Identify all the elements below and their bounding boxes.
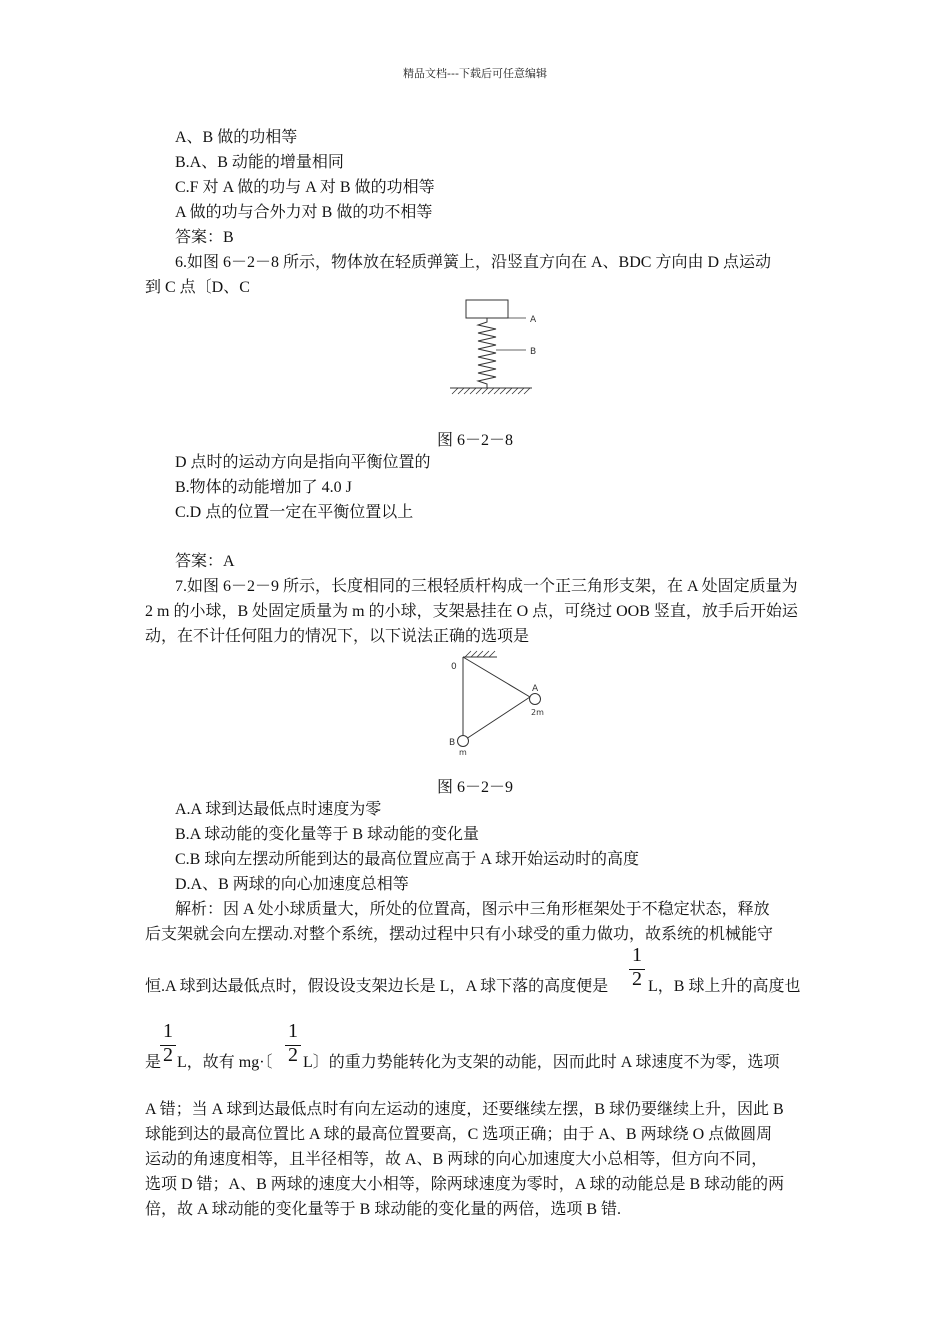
q5-option-b: B.A、B 动能的增量相同 <box>175 154 344 171</box>
figure-caption-6-2-9: 图 6－2－9 <box>436 779 513 796</box>
fraction-numerator: 1 <box>632 944 642 966</box>
ceiling-hatch <box>465 651 495 657</box>
spring-figure <box>440 296 550 398</box>
analysis-line-5: A 错；当 A 球到达最低点时有向左运动的速度，还要继续左摆，B 球仍要继续上升，因此 B <box>145 1101 784 1118</box>
label-o: 0 <box>451 662 457 672</box>
block-rect <box>466 300 508 318</box>
q6-option-c: C.D 点的位置一定在平衡位置以上 <box>175 504 414 521</box>
triangle-frame-figure <box>445 645 555 760</box>
analysis-line-4-part-3: L〕的重力势能转化为支架的动能，因而此时 A 球速度不为零，选项 <box>303 1054 780 1071</box>
q6-option-a: D 点时的运动方向是指向平衡位置的 <box>175 454 431 471</box>
fraction-numerator: 1 <box>288 1020 298 1042</box>
analysis-line-8: 选项 D 错；A、B 两球的速度大小相等，除两球速度为零时，A 球的动能总是 B 球动能的两 <box>145 1176 785 1193</box>
label-b: B <box>449 738 456 748</box>
ball-b <box>458 736 469 747</box>
label-b-mass: m <box>459 748 467 757</box>
analysis-line-4-part-2: L，故有 mg·〔 <box>177 1054 273 1071</box>
q7-stem-line-1: 7.如图 6－2－9 所示，长度相同的三根轻质杆构成一个正三角形支架，在 A 处固定质量为 <box>175 578 798 595</box>
label-a-mass: 2m <box>531 708 544 717</box>
rod-ab <box>463 697 530 741</box>
analysis-line-6: 球能到达的最高位置比 A 球的最高位置要高，C 选项正确；由于 A、B 两球绕 O 点做圆周 <box>145 1126 773 1143</box>
label-a: A <box>530 315 537 325</box>
fraction-denominator: 2 <box>632 968 642 990</box>
label-b: B <box>530 347 537 357</box>
analysis-line-2: 后支架就会向左摆动.对整个系统，摆动过程中只有小球受的重力做功，故系统的机械能守 <box>145 926 774 943</box>
analysis-line-7: 运动的角速度相等，且半径相等，故 A、B 两球的向心加速度大小总相等，但方向不同， <box>145 1151 768 1168</box>
q7-option-c: C.B 球向左摆动所能到达的最高位置应高于 A 球开始运动时的高度 <box>175 851 640 868</box>
spring-coil <box>478 318 496 388</box>
q7-stem-line-2: 2 m 的小球，B 处固定质量为 m 的小球，支架悬挂在 O 点，可绕过 OOB 竖直，放手后开始运 <box>145 603 798 620</box>
ground-hatch <box>452 388 530 394</box>
analysis-line-4-part-1: 是 <box>145 1054 162 1071</box>
fraction-denominator: 2 <box>288 1044 298 1066</box>
q6-option-b: B.物体的动能增加了 4.0 J <box>175 479 352 496</box>
q5-option-c: C.F 对 A 做的功与 A 对 B 做的功相等 <box>175 179 435 196</box>
label-a: A <box>532 684 539 694</box>
fraction-numerator: 1 <box>163 1020 173 1042</box>
q5-option-a: A、B 做的功相等 <box>175 129 298 146</box>
analysis-line-9: 倍，故 A 球动能的变化量等于 B 球动能的变化量的两倍，选项 B 错. <box>145 1201 622 1218</box>
q5-option-d: A 做的功与合外力对 B 做的功不相等 <box>175 204 433 221</box>
ball-a <box>530 694 541 705</box>
q5-answer: 答案：B <box>175 229 234 246</box>
q6-stem-line-2: 到 C 点〔D、C <box>145 279 250 296</box>
figure-caption-6-2-8: 图 6－2－8 <box>436 432 513 449</box>
analysis-line-1: 解析：因 A 处小球质量大，所处的位置高，图示中三角形框架处于不稳定状态，释放 <box>175 901 770 918</box>
q7-stem-line-3: 动，在不计任何阻力的情况下，以下说法正确的选项是 <box>145 628 530 645</box>
q7-option-a: A.A 球到达最低点时速度为零 <box>175 801 382 818</box>
analysis-line-3-part-2: L，B 球上升的高度也 <box>648 978 801 995</box>
page-header: 精品文档---下载后可任意编辑 <box>403 67 547 80</box>
analysis-line-3-part-1: 恒.A 球到达最低点时，假设设支架边长是 L，A 球下落的高度便是 <box>145 978 609 995</box>
q7-option-b: B.A 球动能的变化量等于 B 球动能的变化量 <box>175 826 480 843</box>
q6-stem-line-1: 6.如图 6－2－8 所示，物体放在轻质弹簧上，沿竖直方向在 A、BDC 方向由 D 点运动 <box>175 254 772 271</box>
rod-oa <box>463 657 530 697</box>
q6-answer: 答案：A <box>175 553 235 570</box>
q7-option-d: D.A、B 两球的向心加速度总相等 <box>175 876 409 893</box>
fraction-denominator: 2 <box>163 1044 173 1066</box>
